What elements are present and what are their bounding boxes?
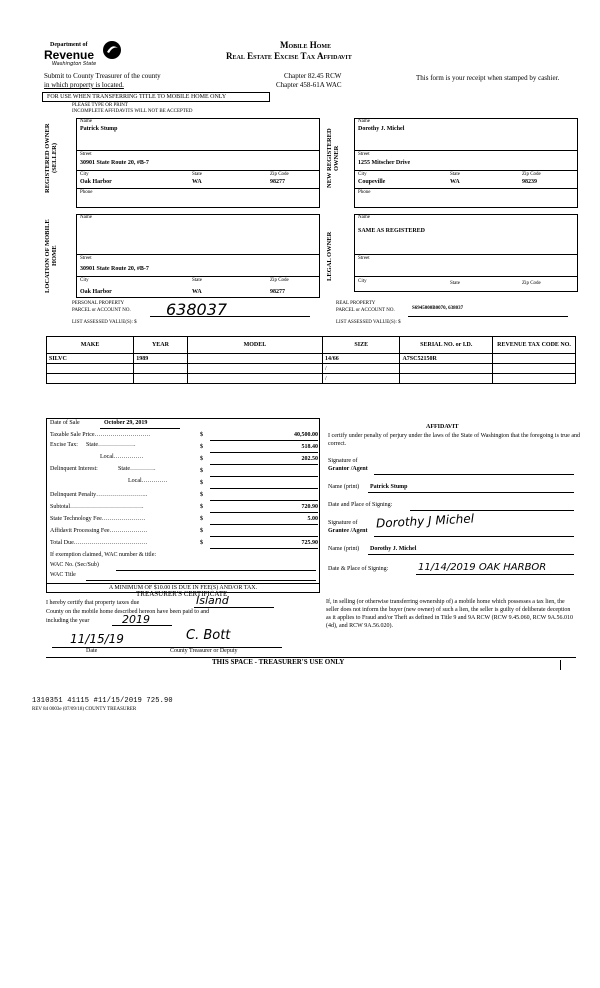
vehicle-table: [46, 336, 576, 384]
logo-department: Department of: [50, 42, 88, 48]
cashier-stamp: 1310351 41115 #11/15/2019 725.90: [32, 697, 173, 705]
wac-no-label: WAC No. (Sec/Sub): [50, 562, 99, 568]
form-id: REV 84 0003e (07/09/18) COUNTY TREASURER: [32, 707, 137, 712]
rp-label-2: PARCEL or ACCOUNT NO.: [336, 308, 395, 313]
location-section-label: LOCATION OF MOBILE HOME: [44, 219, 58, 293]
location-city-label: City: [80, 278, 89, 283]
legal-state-label: State: [450, 281, 460, 286]
grantee-date-label: Date & Place of Signing:: [328, 566, 389, 572]
col-size: SIZE: [323, 337, 400, 354]
rp-assessed-label: LIST ASSESSED VALUE(S): $: [336, 320, 401, 325]
seller-section-label: REGISTERED OWNER (SELLER): [44, 123, 58, 193]
dollar-sign: $: [200, 516, 203, 522]
buyer-street: 1255 Mitscher Drive: [358, 160, 411, 166]
seller-zip-label: Zip Code: [270, 172, 289, 177]
treasurer-text-1: I hereby certify that property taxes due: [46, 600, 140, 606]
transfer-note: FOR USE WHEN TRANSFERRING TITLE TO MOBILE HOME ONLY: [42, 92, 270, 102]
delinquent-interest-label: Delinquent Interest:: [50, 466, 98, 472]
dollar-sign: $: [200, 480, 203, 486]
seller-state: WA: [192, 179, 202, 185]
legal-name: SAME AS REGISTERED: [358, 228, 426, 234]
chapter-wac: Chapter 458-61A WAC: [276, 81, 342, 89]
row1-model: [187, 354, 322, 364]
col-make: MAKE: [47, 337, 134, 354]
row1-make: SILVC: [47, 354, 134, 364]
total-due-value: 725.90: [301, 540, 318, 546]
row1-tax-code: [493, 354, 576, 364]
tax-lien-warning: If, in selling (or otherwise transferring ownership of) a mobile home which possesses a tax lien, the seller does not inform the buyer (new owner) of such a lien, the seller is guilty of deliberate deception as it applies to Fraud and/or Theft as defined in Title 9 and 9A RCW (RCW 9.45.060, RCW 9A.56.010 (4d), and RCW 9A.56.020).: [326, 599, 574, 629]
treasurer-use-only: THIS SPACE - TREASURER'S USE ONLY: [212, 658, 345, 666]
processing-fee-label: Affidavit Processing Fee……………….: [50, 528, 148, 534]
pp-label-2: PARCEL or ACCOUNT NO.: [72, 308, 131, 313]
dollar-sign: $: [200, 528, 203, 534]
row1-size: 14/66: [323, 354, 400, 364]
treasurer-cert-title: TREASURER'S CERTIFICATE: [136, 590, 228, 598]
location-state-label: State: [192, 278, 202, 283]
dollar-sign: $: [200, 504, 203, 510]
location-zip-label: Zip Code: [270, 278, 289, 283]
wac-title-label: WAC Title: [50, 572, 76, 578]
affidavit-text: I certify under penalty of perjury under the laws of the State of Washington that the foregoing is true and correct.: [328, 433, 580, 447]
table-row: [47, 374, 576, 384]
seller-name-label: Name: [80, 119, 92, 124]
grantor-sig-label-2: Grantor /Agent: [328, 466, 368, 472]
treasurer-sig-label: County Treasurer or Deputy: [170, 648, 238, 654]
excise-local-label: Local……………: [100, 454, 144, 460]
buyer-section-label: NEW REGISTERED OWNER: [326, 128, 340, 188]
grantor-sig-label-1: Signature of: [328, 458, 358, 464]
location-box: [76, 214, 320, 298]
grantor-date-label: Date and Place of Signing:: [328, 502, 393, 508]
treasurer-county: Island: [196, 594, 229, 607]
dollar-sign: $: [200, 468, 203, 474]
grantor-name-label: Name (print): [328, 484, 360, 490]
grantee-date: 11/14/2019 OAK HARBOR: [418, 562, 547, 573]
grantee-sig-label-2: Grantee /Agent: [328, 528, 368, 534]
chapter-rcw: Chapter 82.45 RCW: [284, 72, 342, 80]
delinquent-local-label: Local………….: [128, 478, 168, 484]
seller-city-label: City: [80, 172, 89, 177]
state-tax-value: 518.40: [301, 444, 318, 450]
legal-street-label: Street: [358, 256, 370, 261]
row2-tax-code: [493, 364, 576, 374]
date-of-sale-label: Date of Sale: [50, 420, 80, 426]
treasurer-date: 11/15/19: [70, 632, 124, 646]
buyer-city: Coupeville: [358, 179, 386, 185]
vehicle-table-header: [47, 337, 576, 354]
pp-assessed-label: LIST ASSESSED VALUE(S): $: [72, 320, 137, 325]
revenue-logo: [44, 40, 124, 70]
row3-tax-code: [493, 374, 576, 384]
affidavit-title: AFFIDAVIT: [426, 424, 459, 430]
seller-zip: 98277: [270, 179, 285, 185]
grantee-name: Dorothy J. Michel: [370, 546, 417, 552]
taxable-price-value: 40,500.00: [294, 432, 318, 438]
table-row: [47, 354, 576, 364]
seller-name: Patrick Stump: [80, 126, 118, 132]
seller-street: 30901 State Route 20, #B-7: [80, 160, 149, 166]
treasurer-date-label: Date: [86, 648, 98, 654]
dollar-sign: $: [200, 456, 203, 462]
row1-year: 1989: [134, 354, 188, 364]
grantee-name-label: Name (print): [328, 546, 360, 552]
location-name-label: Name: [80, 215, 92, 220]
buyer-phone-label: Phone: [358, 190, 371, 195]
legal-city-label: City: [358, 279, 367, 284]
logo-swoosh-icon: [102, 40, 122, 60]
submit-line2: in which property is located.: [44, 81, 124, 89]
rp-label-1: REAL PROPERTY: [336, 301, 376, 306]
col-tax-code: REVENUE TAX CODE NO.: [493, 337, 576, 354]
treasurer-text-2: County on the mobile home described hereon have been paid to and: [46, 609, 210, 615]
buyer-zip-label: Zip Code: [522, 172, 541, 177]
buyer-city-label: City: [358, 172, 367, 177]
row3-year: [134, 374, 188, 384]
dollar-sign: $: [200, 444, 203, 450]
row3-size: /: [323, 374, 400, 384]
local-tax-value: 202.50: [301, 456, 318, 462]
treasurer-text-3: including the year: [46, 618, 90, 624]
rp-value: S6945000B0070, 638037: [412, 306, 464, 311]
seller-street-label: Street: [80, 152, 92, 157]
dollar-sign: $: [200, 492, 203, 498]
buyer-state-label: State: [450, 172, 460, 177]
grantee-signature: Dorothy J Michel: [375, 511, 475, 531]
location-city: Oak Harbor: [80, 289, 112, 295]
submit-line1: Submit to County Treasurer of the county: [44, 72, 161, 80]
treasurer-year: 2019: [122, 613, 150, 626]
row3-model: [187, 374, 322, 384]
excise-state-label: State……………….: [86, 442, 136, 448]
buyer-street-label: Street: [358, 152, 370, 157]
row2-size: /: [323, 364, 400, 374]
buyer-state: WA: [450, 179, 460, 185]
receipt-note: This form is your receipt when stamped by cashier.: [416, 74, 560, 82]
delinquent-state-label: State………….: [118, 466, 156, 472]
tech-fee-label: State Technology Fee………………….: [50, 516, 146, 522]
location-street: 30901 State Route 20, #B-7: [80, 266, 149, 272]
buyer-name-label: Name: [358, 119, 370, 124]
grantee-sig-label-1: Signature of: [328, 520, 358, 526]
legal-owner-box: [354, 214, 578, 292]
form-title-line2: Real Estate Excise Tax Affidavit: [226, 51, 352, 61]
row3-serial: [400, 374, 493, 384]
location-street-label: Street: [80, 256, 92, 261]
print-note-1: PLEASE TYPE OR PRINT: [72, 103, 128, 108]
seller-state-label: State: [192, 172, 202, 177]
legal-name-label: Name: [358, 215, 370, 220]
dollar-sign: $: [200, 432, 203, 438]
print-note-2: INCOMPLETE AFFIDAVITS WILL NOT BE ACCEPTED: [72, 109, 193, 114]
subtotal-label: Subtotal……………………………….: [50, 504, 144, 510]
tech-fee-value: 5.00: [307, 516, 318, 522]
taxable-price-label: Taxable Sale Price……………………….: [50, 432, 151, 438]
seller-phone-label: Phone: [80, 190, 93, 195]
delinquent-penalty-label: Delinquent Penalty……………………..: [50, 492, 148, 498]
excise-tax-label: Excise Tax:: [50, 442, 78, 448]
location-zip: 98277: [270, 289, 285, 295]
location-state: WA: [192, 289, 202, 295]
form-title-line1: Mobile Home: [280, 40, 332, 50]
minimum-fee-note: A MINIMUM OF $10.00 IS DUE IN FEE(S) AND/OR TAX.: [46, 583, 320, 593]
row2-year: [134, 364, 188, 374]
row2-serial: [400, 364, 493, 374]
col-year: YEAR: [134, 337, 188, 354]
pp-label-1: PERSONAL PROPERTY: [72, 301, 125, 306]
total-due-label: Total Due……………………………….: [50, 540, 148, 546]
grantor-name: Patrick Stump: [370, 484, 408, 490]
table-row: [47, 364, 576, 374]
exemption-label: If exemption claimed, WAC number & title:: [50, 552, 157, 558]
logo-revenue: Revenue: [44, 48, 95, 62]
legal-zip-label: Zip Code: [522, 281, 541, 286]
row2-model: [187, 364, 322, 374]
legal-owner-section-label: LEGAL OWNER: [326, 231, 333, 281]
treasurer-signature: C. Bott: [186, 628, 231, 643]
seller-city: Oak Harbor: [80, 179, 112, 185]
date-of-sale: October 29, 2019: [104, 420, 148, 426]
buyer-name: Dorothy J. Michel: [358, 126, 405, 132]
buyer-zip: 98239: [522, 179, 537, 185]
pp-value: 638037: [166, 300, 228, 319]
col-serial: SERIAL NO. or I.D.: [400, 337, 493, 354]
dollar-sign: $: [200, 540, 203, 546]
row3-make: [47, 374, 134, 384]
row1-serial: A7SC52150R: [400, 354, 493, 364]
subtotal-value: 720.90: [301, 504, 318, 510]
row2-make: [47, 364, 134, 374]
col-model: MODEL: [187, 337, 322, 354]
logo-state: Washington State: [52, 61, 97, 67]
